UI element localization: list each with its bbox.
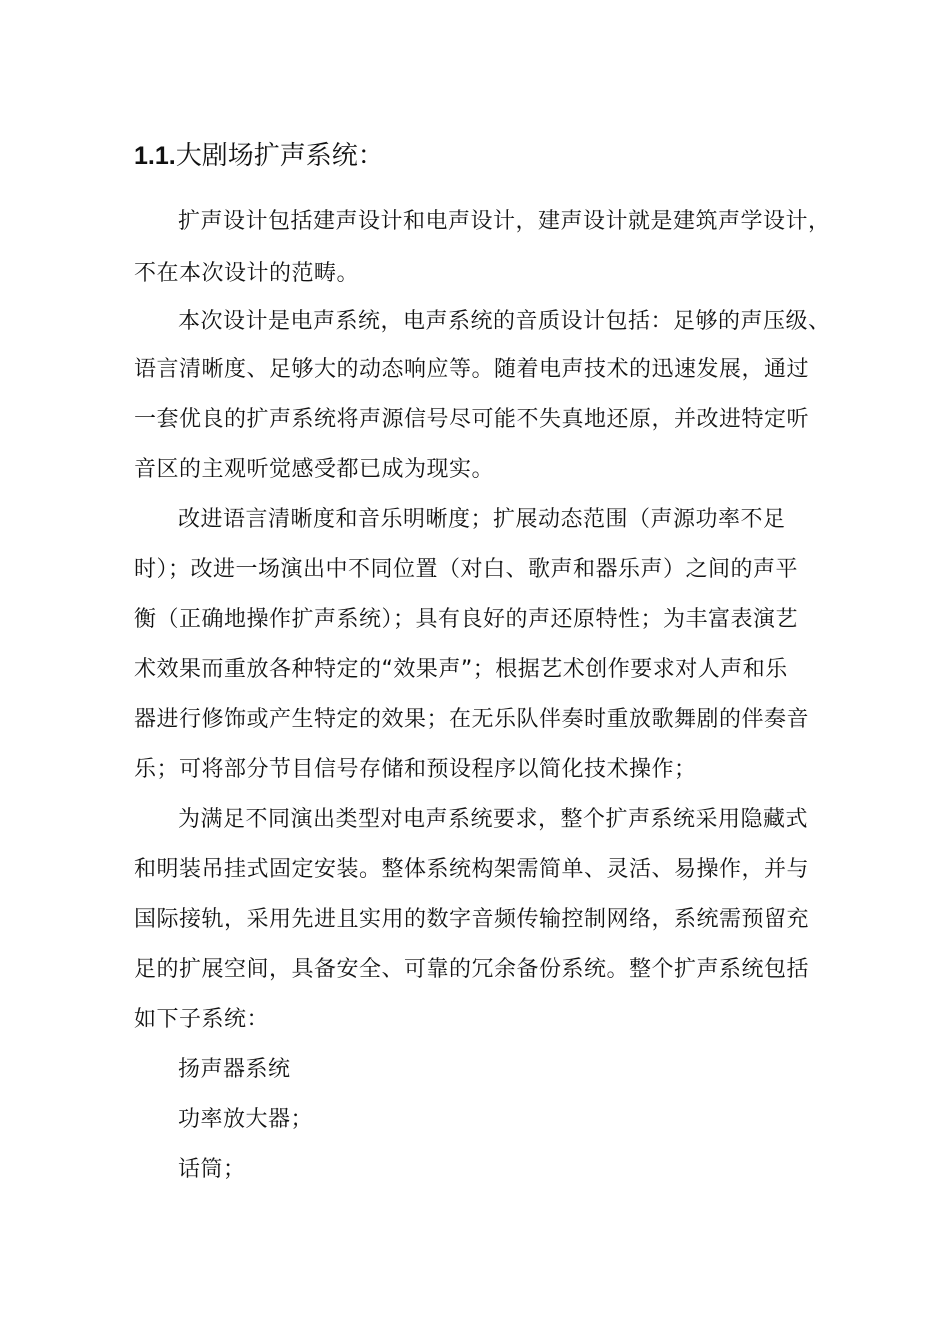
paragraph-line: 音区的主观听觉感受都已成为现实。 — [134, 457, 495, 482]
paragraph-line: 一套优良的扩声系统将声源信号尽可能不失真地还原，并改进特定听 — [134, 407, 810, 432]
paragraph-line: 扩声设计包括建声设计和电声设计，建声设计就是建筑声学设计， — [178, 209, 831, 234]
list-item: 话筒； — [178, 1157, 246, 1182]
paragraph-line: 本次设计是电声系统，电声系统的音质设计包括：足够的声压级、 — [178, 309, 831, 334]
section-number: 1.1. — [134, 142, 176, 170]
paragraph-line: 改进语言清晰度和音乐明晰度；扩展动态范围（声源功率不足 — [178, 507, 786, 532]
paragraph-line: 时）；改进一场演出中不同位置（对白、歌声和器乐声）之间的声平 — [134, 557, 799, 582]
section-title: 大剧场扩声系统： — [175, 141, 384, 171]
paragraph-line: 为满足不同演出类型对电声系统要求，整个扩声系统采用隐藏式 — [178, 807, 809, 832]
list-item: 扬声器系统 — [178, 1057, 291, 1082]
paragraph-line: 足的扩展空间，具备安全、可靠的冗余备份系统。整个扩声系统包括 — [134, 957, 810, 982]
paragraph-line: 器进行修饰或产生特定的效果；在无乐队伴奏时重放歌舞剧的伴奏音 — [134, 707, 810, 732]
paragraph-line: 语言清晰度、足够大的动态响应等。随着电声技术的迅速发展，通过 — [134, 357, 810, 382]
paragraph-line: 如下子系统： — [134, 1007, 270, 1032]
paragraph-line: 衡（正确地操作扩声系统）；具有良好的声还原特性；为丰富表演艺 — [134, 607, 799, 632]
paragraph-line: 乐；可将部分节目信号存储和预设程序以简化技术操作； — [134, 757, 697, 782]
paragraph-line: 和明装吊挂式固定安装。整体系统构架需简单、灵活、易操作，并与 — [134, 857, 810, 882]
paragraph-line: 不在本次设计的范畴。 — [134, 261, 360, 286]
paragraph-line: 国际接轨，采用先进且实用的数字音频传输控制网络，系统需预留充 — [134, 907, 810, 932]
section-heading — [134, 134, 384, 178]
paragraph-line: 术效果而重放各种特定的“效果声”；根据艺术创作要求对人声和乐 — [134, 657, 788, 682]
list-item: 功率放大器； — [178, 1107, 314, 1132]
